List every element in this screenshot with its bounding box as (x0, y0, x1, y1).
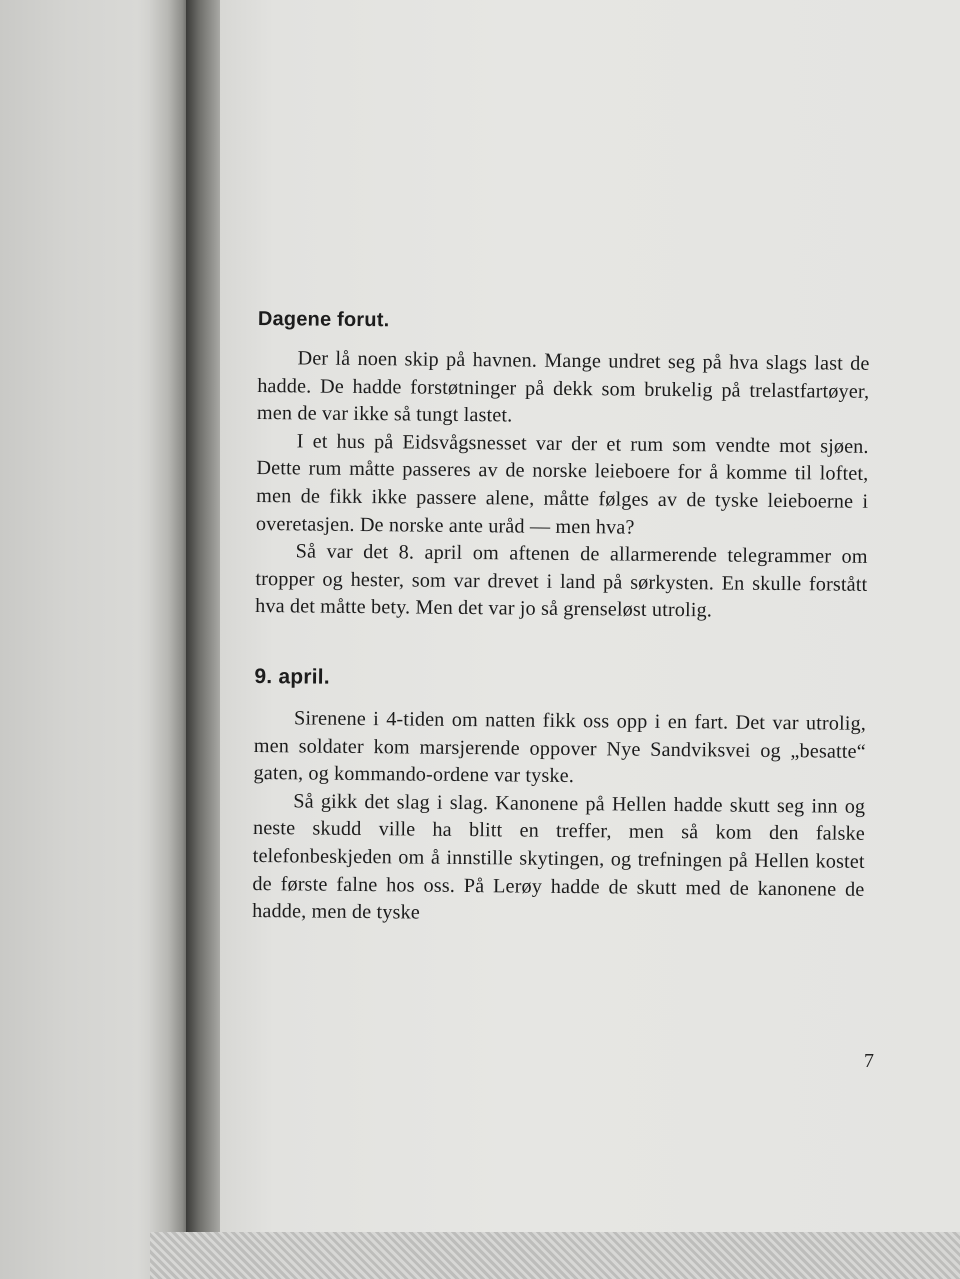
page-text (252, 308, 870, 932)
paragraph: I et hus på Eidsvågsnesset var der et rum som vendte mot sjøen. Dette rum måtte passeres av de norske leieboere for å komme til loftet, men de fikk ikke passere alene, måtte følges av de tyske leieboerne i overetasjen. De norske ante uråd — men hva? (255, 430, 869, 539)
page-number: 7 (864, 1050, 874, 1072)
paragraph: Så var det 8. april om aftenen de allarmerende telegrammer om tropper og hester, som var drevet i land på sørkysten. En skulle forstått hva det måtte bety. Men det var jo så grenseløst utrolig. (255, 540, 868, 622)
section-heading-9-april: 9. april. (254, 664, 330, 689)
paragraph: Sirenene i 4-tiden om natten fikk oss opp i en fart. Det var utrolig, men soldater kom marsjerende oppover Nye Sandviksvei og „besatte“ gaten, og kommando-ordene var tyske. (253, 707, 867, 788)
paragraph: Der lå noen skip på havnen. Mange undret seg på hva slags last de hadde. De hadde forstøtninger på dekk som brukelig på trelastfartøyer, men de var ikke så tungt lastet. (256, 347, 870, 427)
left-page (0, 0, 172, 1279)
fabric-background (150, 1232, 960, 1279)
left-page-edge (150, 0, 190, 1279)
book-gutter (186, 0, 220, 1279)
paragraph: Så gikk det slag i slag. Kanonene på Hellen hadde skutt seg inn og neste skudd ville ha blitt en treffer, men så kom den falske telefonbeskjeden om å innstille skytingen, og trefningen på Hellen kostet de første falne hos oss. På Lerøy hadde de skutt med de kanonene de hadde, men de tyske (252, 790, 866, 924)
section-heading-dagene-forut: Dagene forut. (257, 308, 390, 332)
